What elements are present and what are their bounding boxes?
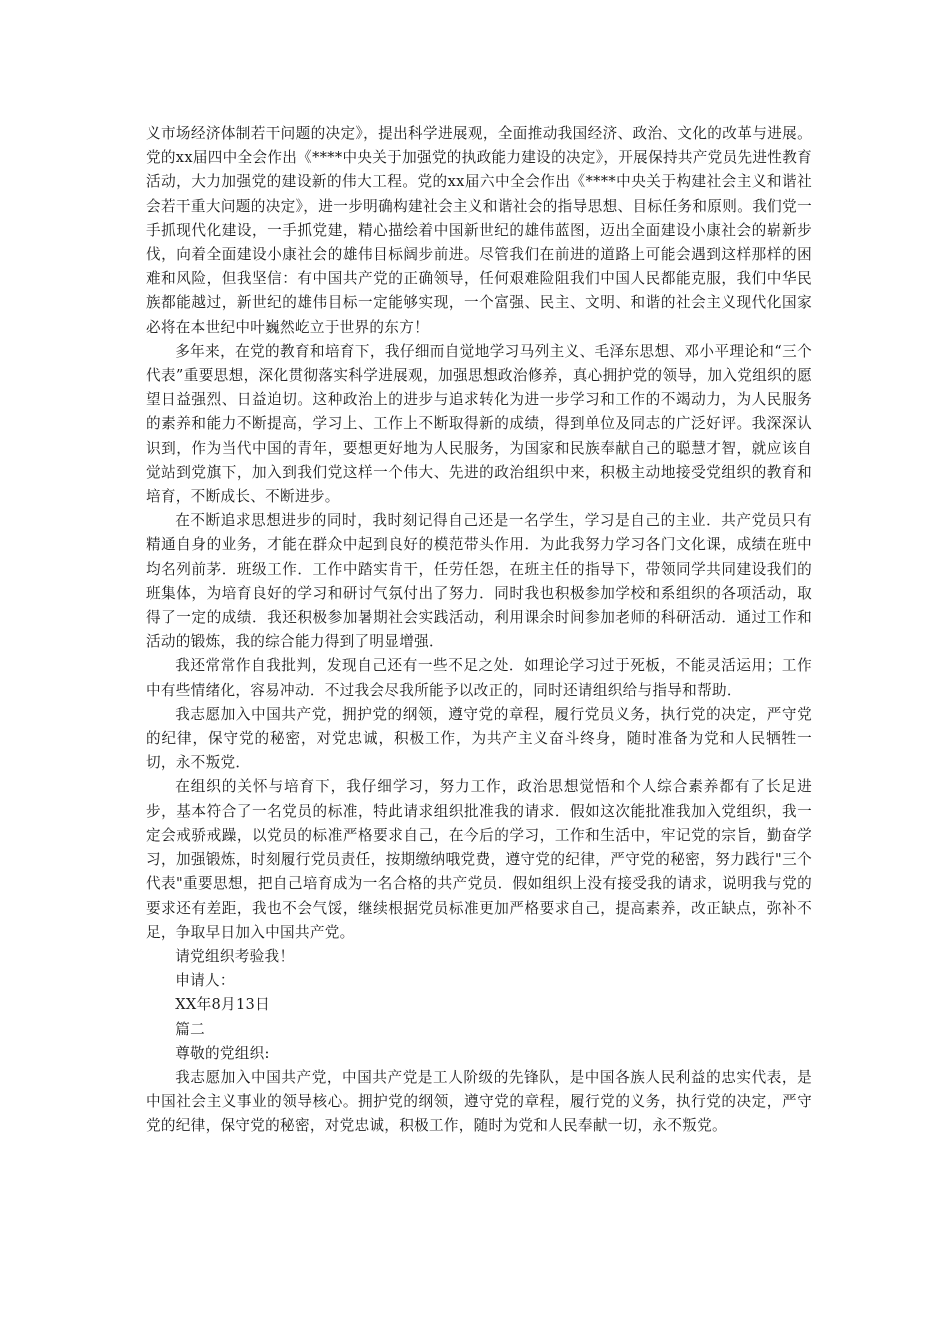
document-page [146,122,812,1139]
paragraph-3: 在不断追求思想进步的同时，我时刻记得自己还是一名学生，学习是自己的主业．共产党员只有精通自身的业务，才能在群众中起到良好的模范带头作用．为此我努力学习各门文化课，成绩在班中均名列前茅．班级工作．工作中踏实肯干，任劳任怨，在班主任的指导下，带领同学共同建设我们的班集体，为培育良好的学习和研讨气氛付出了努力．同时我也积极参加学校和系组织的各项活动，取得了一定的成绩．我还积极参加暑期社会实践活动，利用课余时间参加老师的科研活动．通过工作和活动的锻炼，我的综合能力得到了明显增强． [146,512,812,651]
paragraph-1: 义市场经济体制若干问题的决定》，提出科学进展观，全面推动我国经济、政治、文化的改革与进展。党的xx届四中全会作出《****中央关于加强党的执政能力建设的决定》，开展保持共产党员先进性教育活动，大力加强党的建设新的伟大工程。党的xx届六中全会作出《****中央关于构建社会主义和谐社会若干重大问题的决定》，进一步明确构建社会主义和谐社会的指导思想、目标任务和原则。我们党一手抓现代化建设，一手抓党建，精心描绘着中国新世纪的雄伟蓝图，迈出全面建设小康社会的崭新步伐，向着全面建设小康社会的雄伟目标阔步前进。尽管我们在前进的道路上可能会遇到这样那样的困难和风险，但我坚信：有中国共产党的正确领导，任何艰难险阻我们中国人民都能克服，我们中华民族都能越过，新世纪的雄伟目标一定能够实现，一个富强、民主、文明、和谐的社会主义现代化国家必将在本世纪中叶巍然屹立于世界的东方！ [146,125,812,336]
date-line: XX年8月13日 [175,996,271,1014]
final-paragraph: 我志愿加入中国共产党，中国共产党是工人阶级的先锋队，是中国各族人民利益的忠实代表，是中国社会主义事业的领导核心。拥护党的纲领，遵守党的章程，履行党的义务，执行党的决定，严守党的纪律，保守党的秘密，对党忠诚，积极工作，随时为党和人民奉献一切，永不叛党。 [146,1068,812,1135]
paragraph-4: 我还常常作自我批判，发现自己还有一些不足之处．如理论学习过于死板，不能灵活运用；工作中有些情绪化，容易冲动．不过我会尽我所能予以改正的，同时还请组织给与指导和帮助． [146,657,812,699]
paragraph-2: 多年来，在党的教育和培育下，我仔细而自觉地学习马列主义、毛泽东思想、邓小平理论和“三个代表”重要思想，深化贯彻落实科学进展观，加强思想政治修养，真心拥护党的领导，加入党组织的愿望日益强烈、日益迫切。这种政治上的进步与追求转化为进一步学习和工作的不竭动力，为人民服务的素养和能力不断提高，学习上、工作上不断取得新的成绩，得到单位及同志的广泛好评。我深深认识到，作为当代中国的青年，要想更好地为人民服务，为国家和民族奉献自己的聪慧才智，就应该自觉站到党旗下，加入到我们党这样一个伟大、先进的政治组织中来，积极主动地接受党组织的教育和培育，不断成长、不断进步。 [146,342,812,506]
paragraph-5: 我志愿加入中国共产党，拥护党的纲领，遵守党的章程，履行党员义务，执行党的决定，严守党的纪律，保守党的秘密，对党忠诚，积极工作，为共产主义奋斗终身，随时准备为党和人民牺牲一切，永不叛党． [146,705,812,772]
closing-line: 请党组织考验我！ [175,947,295,965]
salutation: 尊敬的党组织: [175,1044,270,1062]
applicant-label: 申请人： [175,972,235,990]
section-title: 篇二 [175,1020,205,1038]
paragraph-6: 在组织的关怀与培育下，我仔细学习，努力工作，政治思想觉悟和个人综合素养都有了长足进步，基本符合了一名党员的标准，特此请求组织批准我的请求．假如这次能批准我加入党组织，我一定会戒骄戒躁，以党员的标准严格要求自己，在今后的学习，工作和生活中，牢记党的宗旨，勤奋学习，加强锻炼，时刻履行党员责任，按期缴纳哦党费，遵守党的纪律，严守党的秘密，努力践行"三个代表"重要思想，把自己培育成为一名合格的共产党员．假如组织上没有接受我的请求，说明我与党的要求还有差距，我也不会气馁，继续根据党员标准更加严格要求自己，提高素养，改正缺点，弥补不足，争取早日加入中国共产党。 [146,778,812,941]
